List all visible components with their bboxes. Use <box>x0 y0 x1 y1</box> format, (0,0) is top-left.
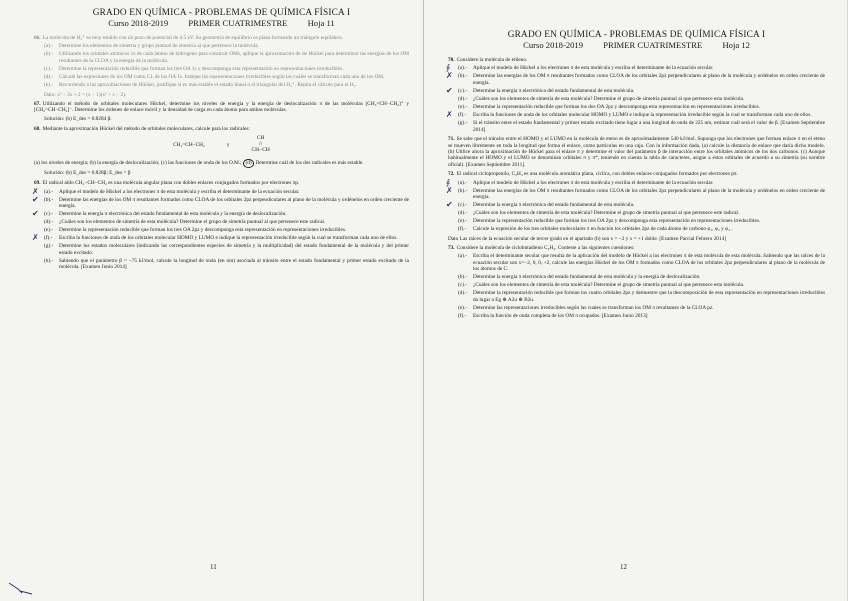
hint-text: Dato Las raíces de la ecuación secular de tercer grado en el apartado (b) son x = −2 y x = +1 doble. [Examen Parcial Febrero 2014] <box>448 235 727 242</box>
page-left <box>0 0 423 601</box>
item-text: Determine la representación reducible que forman los tres OA 1s y descomponga esta representación en representaciones irreducibles. <box>59 65 344 72</box>
item-text: Escriba la funciones de onda de los orbitales molecular HOMO y LUMO e indique la representación irreducible según la cual se transforman cada uno de ellos. <box>473 112 812 119</box>
list-item <box>44 74 409 80</box>
list-item <box>32 233 409 243</box>
item-label: (g).- <box>44 243 54 250</box>
page-header <box>448 30 825 51</box>
item-label: (d).- <box>44 74 54 80</box>
item-label: (a).- <box>458 253 467 260</box>
handwritten-mark-icon: ✗ <box>32 186 39 196</box>
item-label: (e).- <box>458 218 467 225</box>
problem-68 <box>34 126 409 177</box>
list-item <box>446 110 825 120</box>
item-label: (c).- <box>44 211 53 218</box>
item-text: ¿Cuáles son los elementos de simetría de esta molécula? Determine el grupo de simetría puntual al que pertenece esta molécula. <box>473 282 745 289</box>
item-list <box>446 177 825 233</box>
item-label: (c).- <box>458 87 467 94</box>
ring-bonds: /\ <box>259 140 263 147</box>
list-item <box>458 253 825 272</box>
item-label: (f).- <box>458 112 467 119</box>
list-item <box>32 186 409 196</box>
problem-text: El radical ciclopropenilo, C₃H₃ es una molécula aromática plana, cíclica, con dobles enlaces conjugados formados por electrones pπ. <box>456 170 738 177</box>
item-label: (c).- <box>44 65 53 72</box>
item-text: ¿Cuáles son los elementos de simetría de esta molécula? Determine el grupo de simetría puntual al que pertenece este radical. <box>59 219 326 226</box>
solution-text: Solución: (b) E_des = 0.8284 β. <box>44 116 112 123</box>
item-text: Determine la energía π electrónica del estado fundamental de esta molécula y la energía de deslocalización. <box>59 211 287 218</box>
item-text: Determine los elementos de simetría y grupo puntual de simetría al que pertenece la molécula. <box>59 43 259 50</box>
list-item <box>44 43 409 49</box>
list-item <box>446 63 825 73</box>
item-text: Determine las energías de los OM π resultantes formados como CLOA de los orbitales 2pz perpendiculares al plano de la molécula y ordénelos en orden creciente de energía. <box>59 196 409 210</box>
item-text: Determine la energía π electrónica del estado fundamental de esta molécula. <box>473 202 635 209</box>
list-item <box>458 313 825 319</box>
problem-text: Mediante la aproximación Hückel del método de orbitales moleculares, calcule para los radicales: <box>42 125 250 132</box>
header-course: Curso 2018-2019 <box>523 39 584 50</box>
item-label: (d).- <box>44 219 54 226</box>
item-text: Determine las energías de los OM π resultantes formados como CLOA de los orbitales 2pz perpendiculares al plano de la molécula y ordénelos en orden creciente de energía. <box>473 187 825 201</box>
list-item <box>458 305 825 311</box>
list-item <box>458 290 825 303</box>
item-label: (b).- <box>44 51 54 58</box>
problem-text: Utilizando el método de orbitales moleculares Hückel, determine los niveles de energía y la energía de deslocalización π de las moléculas [CH₂=CH−CH₂]⁺ y [CH₂=CH−CH₂]⁻. Determine los órdenes de enlace móvil y la densidad de carga en cada átomo para ambas moléculas. <box>34 100 409 114</box>
item-label: (f).- <box>458 312 467 319</box>
problem-67 <box>34 101 409 123</box>
item-text: Escriba el determinante secular que resulta de la aplicación del modelo de Hückel a los electrones π de esta molécula de esta molécula. Sabiendo que las raíces de la ecuación secular son x=−2, 0, 0, +2, calcule las energías Hückel de los OM π formados como CLOA de los orbitales 2pz perpendiculares al plano de la molécula de los átomos de C. <box>473 253 825 273</box>
item-label: (e).- <box>458 304 467 311</box>
handwritten-mark-icon: ∮ <box>446 63 451 73</box>
list-item <box>458 282 825 288</box>
list-item <box>458 104 825 110</box>
item-text: Aplique el modelo de Hückel a los electrones π de esta molécula y escriba el determinante de la ecuación secular. <box>473 65 714 72</box>
problem-text: Se sabe que el tránsito entre el HOMO y el LUMO en la molécula de eteno es de aproximadamente 540 kJ/mol. Suponga que los electrones que forman enlace π en el eteno se mueven libremente en toda la longitud que forma el enlace, como partículas en una caja. Con la información dada, (a) calcule la distancia de enlace que daría dicho modelo. (b) Utilice ahora la aproximación de Hückel para el enlace π y determine el valor del parámetro β de interacción entre los orbitales atómicos de los dos carbonos. (c) Aunque habitualmente el HOMO y el LUMO se denominan orbitales π y π*, teniendo en cuenta la tabla de caracteres, asigne a estos orbitales de acuerdo a su simetría (su nombre oficial). [Examen Septiembre 2011]. <box>448 136 825 168</box>
list-item <box>458 218 825 224</box>
item-text: Determine la representación reducible que forman los tres OA 2pz y descomponga esta representación en representaciones irreducibles. <box>59 227 347 234</box>
item-text: Determine la representación reducible que forman los tres OA 2pz y descomponga esta representación en representaciones irreducibles. <box>473 218 761 225</box>
item-text: ¿Cuáles son los elementos de simetría de esta molécula? Determine el grupo de simetría puntual al que pertenece este radical. <box>473 210 740 217</box>
item-label: (c).- <box>458 202 467 209</box>
list-item <box>32 209 409 219</box>
item-text: Si el tránsito entre el estado fundamental y primer estado excitado tiene lugar a una longitud de onda de 225 nm, estimar cuál será el valor de β. [Examen Septiembre 2014] <box>473 120 825 133</box>
handwritten-mark-icon: ∮ <box>446 177 451 187</box>
header-sheet: Hoja 12 <box>722 39 750 50</box>
problem-72 <box>448 171 825 242</box>
circled-item-label: (d) <box>243 159 254 167</box>
item-text: Determine los estados moleculares (indicando las correspondientes especies de simetría y la multiplicidad) del estado fundamental de la molécula y del primer estado excitado. <box>59 243 409 256</box>
item-label: (a).- <box>44 43 53 50</box>
header-term: PRIMER CUATRIMESTRE <box>188 17 288 28</box>
page-right <box>424 0 847 601</box>
list-item <box>446 177 825 187</box>
item-text: Determine la energía π electrónica del estado fundamental de esta molécula. <box>473 87 635 94</box>
item-label: (d).- <box>458 96 468 102</box>
header-title: GRADO EN QUÍMICA - PROBLEMAS DE QUÍMICA FÍSICA I <box>507 30 766 40</box>
header-subtitle <box>448 41 825 51</box>
item-text: Sabiendo que el parámetro β = −75 kJ/mol, calcule la longitud de onda (en nm) asociada al tránsito entre el estado fundamental y primer estado excitado de la molécula. [Examen Junio 2014] <box>59 257 409 271</box>
list-item <box>44 258 409 271</box>
radical-structures <box>34 136 409 153</box>
problem-text: El radical alilo CH₂−CH−CH₂ es una molécula angular plana con dobles enlaces conjugados formados por electrones πp. <box>42 179 300 186</box>
item-list <box>44 43 409 88</box>
list-item <box>446 85 825 95</box>
problem-text: (a) los niveles de energía; (b) la energía de deslocalización; (c) las funciones de onda de los O.M.; <box>34 160 243 167</box>
list-item <box>44 219 409 225</box>
list-item <box>44 51 409 64</box>
item-text: ¿Cuáles son los elementos de simetría de esta molécula? Determine el grupo de simetría puntual al que pertenece esta molécula. <box>473 96 745 102</box>
header-title: GRADO EN QUÍMICA - PROBLEMAS DE QUÍMICA FÍSICA I <box>92 8 351 18</box>
header-term: PRIMER CUATRIMESTRE <box>603 39 703 50</box>
problem-number: 69. <box>34 179 41 186</box>
allyl-formula: CH₂=CH−CH₂ <box>173 141 205 148</box>
handwritten-mark-icon: ✗ <box>446 110 453 120</box>
item-text: Determine la energía π electrónica del estado fundamental de esta molécula y la energía de deslocalización. <box>473 274 701 281</box>
problem-73 <box>448 245 825 320</box>
handwritten-mark-icon: ✔ <box>32 194 39 204</box>
cyclopropenyl-formula <box>252 136 270 153</box>
item-label: (e).- <box>44 227 53 234</box>
item-list <box>458 253 825 319</box>
item-text: Determine la representación reducible que forman los cuatro orbitales 2pz y demuestre que la descomposición de esta representación en representaciones irreducibles da lugar a Eg ⊕ A2u ⊕ B2u. <box>473 290 825 303</box>
item-label: (d).- <box>458 290 468 297</box>
item-label: (b).- <box>458 73 468 80</box>
problem-number: 67. <box>34 100 41 107</box>
item-label: (c).- <box>458 282 467 289</box>
problem-number: 70. <box>448 56 455 63</box>
list-item <box>458 274 825 280</box>
item-list <box>446 63 825 133</box>
item-label: (a).- <box>44 188 53 195</box>
item-text: Determine la representación reducible que forman los dos OA 2pz y descomponga esta representación en representaciones irreducibles. <box>473 104 760 111</box>
header-sheet: Hoja 11 <box>307 17 335 28</box>
list-item <box>44 243 409 256</box>
list-item <box>44 227 409 233</box>
list-item <box>458 210 825 216</box>
item-label: (a).- <box>458 65 467 72</box>
item-text: Aplique el modelo de Hückel a los electrones π de esta molécula y escriba el determinante de la ecuación secular. <box>59 188 300 195</box>
handwritten-mark-icon: ✗ <box>446 71 453 81</box>
problem-70 <box>448 57 825 133</box>
item-text: Utilizando los orbitales atómicos 1s de cada átomo de hidrógeno para construir OMs, aplique la aproximación de de Hückel para determinar las energías de los OM resultantes de la CLOA y la energía de la molécula. <box>59 51 409 64</box>
list-item <box>446 200 825 210</box>
item-text: Calcule la expresión de los tres orbitales moleculares π en función los orbitales 2pz de cada átomo de carbono φ₁, φ₂ y φ₃ . <box>473 226 733 233</box>
list-item <box>32 194 409 210</box>
item-text: Determine las energías de los OM π resultantes formados como CLOA de los orbitales 2pz perpendiculares al plano de la molécula y ordénelos en orden creciente de energía. <box>473 73 825 86</box>
item-label: (d).- <box>458 210 468 217</box>
problem-69 <box>34 180 409 271</box>
list-item <box>458 226 825 232</box>
item-label: (g).- <box>458 120 468 127</box>
conjunction: y <box>226 141 230 148</box>
problem-number: 73. <box>448 244 455 251</box>
ring-bottom: CH−CH <box>251 146 270 153</box>
item-list <box>32 186 409 271</box>
list-item <box>458 96 825 102</box>
list-item <box>446 71 825 86</box>
list-item <box>44 82 409 88</box>
page-header <box>34 8 409 29</box>
problem-66 <box>34 35 409 98</box>
item-label: (e).- <box>44 82 53 89</box>
problem-number: 71. <box>448 136 455 143</box>
page-number: 12 <box>620 563 627 571</box>
item-label: (f).- <box>458 226 467 233</box>
item-label: (h).- <box>44 257 54 264</box>
item-label: (b).- <box>44 196 54 203</box>
problem-text: Determine cuál de los dos radicales es más estable. <box>254 160 364 167</box>
item-text: Determine las representaciones irreducibles según las cuales se transforman los OM π resultantes de la CLOA pz. <box>473 304 714 311</box>
hint-text: Dato: x³ − 3x + 2 = (x − 1)(x² + x − 2). <box>44 91 127 98</box>
problem-71 <box>448 136 825 168</box>
ring-top: CH <box>256 135 265 142</box>
problem-number: 72. <box>448 170 455 177</box>
problem-number: 68. <box>34 125 41 132</box>
pen-scratch-icon <box>8 581 36 595</box>
item-label: (e).- <box>458 104 467 111</box>
list-item <box>44 66 409 72</box>
page-number: 11 <box>210 563 217 571</box>
problem-text: La molécula de H₃⁺ se muy estable con un pozo de potencial de 4.5 eV. Su geometría de equilibrio es plana formando un triángulo equilátero. <box>42 34 344 41</box>
item-text: Recurriendo a las aproximaciones de Hückel, justifique si es más estable el estado lineal o el triangular del H₃⁺. Repita el cálculo para el H₃. <box>59 82 357 89</box>
handwritten-mark-icon: ✔ <box>32 209 39 219</box>
item-label: (a).- <box>458 179 467 186</box>
item-label: (b).- <box>458 274 468 281</box>
item-text: Calcule las expresiones de los OM como CL de los OA 1s. Indique las representaciones irreducibles según las cuáles se transforman cada uno de los OM. <box>59 74 385 80</box>
item-text: Escriba la funciones de onda de los orbitales molecular HOMO y LUMO e indique la representación irreducible según la cual se transforman cada uno de ellos. <box>59 235 398 242</box>
item-text: Escriba la función de onda completa de los OM π ocupados. [Examen Junio 2013] <box>473 312 648 319</box>
list-item <box>458 120 825 133</box>
handwritten-mark-icon: ✔ <box>446 200 453 210</box>
header-subtitle <box>34 19 409 29</box>
handwritten-mark-icon: ✔ <box>446 85 453 95</box>
problem-number: 66. <box>34 34 41 41</box>
handwritten-mark-icon: ✗ <box>32 233 39 243</box>
item-label: (f).- <box>44 235 53 242</box>
item-label: (b).- <box>458 187 468 194</box>
problem-text: Considere la molécula de etileno. <box>456 56 528 63</box>
header-course: Curso 2018-2019 <box>108 17 169 28</box>
item-text: Aplique el modelo de Hückel a los electrones π de esta molécula y escriba el determinante de la ecuación secular. <box>473 179 714 186</box>
solution-text: Solución: (b) E_des = 0.828β; E_des = β <box>44 170 131 177</box>
handwritten-mark-icon: ✗ <box>446 185 453 195</box>
problem-text: Considere la molécula de ciclobutadieno C₄H₄. Conteste a las siguientes cuestiones: <box>456 244 635 251</box>
list-item <box>446 185 825 201</box>
